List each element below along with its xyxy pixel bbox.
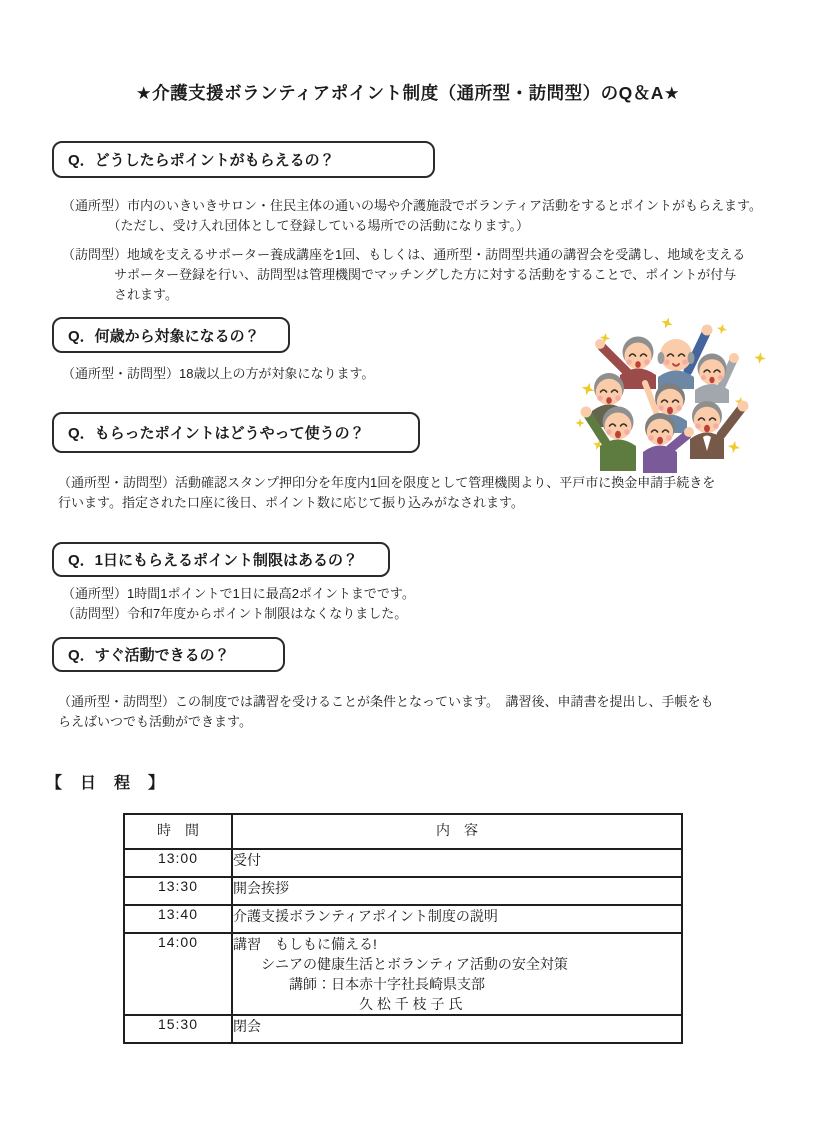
- schedule-table: [123, 813, 683, 1044]
- schedule-time: 13:40: [124, 905, 232, 933]
- schedule-content-line: 介護支援ボランティアポイント制度の説明: [233, 908, 498, 924]
- question-2-text: Q．何歳から対象になるの？: [68, 327, 260, 345]
- schedule-header-content: 内 容: [232, 814, 682, 849]
- question-4-text: Q．1日にもらえるポイント制限はあるの？: [68, 552, 359, 569]
- schedule-content-line: 講習 もしもに備える!: [233, 936, 377, 952]
- answer-line: （訪問型）地域を支えるサポーター養成講座を1回、もしくは、通所型・訪問型共通の講習会を受講し、地域を支える: [62, 247, 746, 262]
- schedule-header-time: 時 間: [124, 814, 232, 849]
- question-box-3: [52, 412, 420, 453]
- answer-line: されます。: [62, 287, 178, 302]
- schedule-content: [232, 933, 682, 1015]
- answer-line: （通所型）市内のいきいきサロン・住民主体の通いの場や介護施設でボランティア活動をするとポイントがもらえます。: [62, 198, 762, 213]
- schedule-content-line: 閉会: [233, 1018, 261, 1034]
- answer-4: [62, 584, 415, 624]
- answer-line: 行います。指定された口座に後日、ポイント数に応じて振り込みがなされます。: [58, 495, 524, 510]
- schedule-content: [232, 849, 682, 877]
- schedule-time: 15:30: [124, 1015, 232, 1043]
- question-box-2: [52, 317, 290, 353]
- schedule-content-line: シニアの健康生活とボランティア活動の安全対策: [233, 956, 568, 972]
- schedule-row: [124, 905, 682, 933]
- question-box-5: [52, 637, 285, 672]
- answer-line: （通所型・訪問型）この制度では講習を受けることが条件となっています。 講習後、申請書を提出し、手帳をも: [58, 694, 714, 709]
- answer-line: らえばいつでも活動ができます。: [58, 714, 252, 729]
- schedule-time: 13:30: [124, 877, 232, 905]
- answer-line: （通所型）1時間1ポイントで1日に最高2ポイントまでです。: [62, 586, 415, 601]
- schedule-section-label: 【 日 程 】: [46, 775, 166, 792]
- question-1-text: Q．どうしたらポイントがもらえるの？: [68, 152, 335, 169]
- answer-line: サポーター登録を行い、訪問型は管理機関でマッチングした方に対する活動をすることで、ポイントが付与: [62, 267, 737, 282]
- answer-line: （通所型・訪問型）活動確認スタンプ押印分を年度内1回を限度として管理機関より、平戸市に換金申請手続きを: [58, 475, 716, 490]
- schedule-table-body: [124, 849, 682, 1043]
- schedule-row: [124, 1015, 682, 1043]
- answer-line: （ただし、受け入れ団体として登録している場所での活動になります。）: [62, 218, 529, 233]
- answer-line: （訪問型）令和7年度からポイント制限はなくなりました。: [62, 606, 408, 621]
- schedule-content-line: 開会挨拶: [233, 880, 289, 896]
- page-title: ★介護支援ボランティアポイント制度（通所型・訪問型）のQ＆A★: [135, 83, 681, 103]
- schedule-time: 13:00: [124, 849, 232, 877]
- answer-5: [58, 692, 713, 732]
- schedule-content: [232, 905, 682, 933]
- schedule-time: 14:00: [124, 933, 232, 1015]
- schedule-content-line: 受付: [233, 852, 261, 868]
- schedule-header-row: [124, 814, 682, 849]
- schedule-row: [124, 849, 682, 877]
- question-3-text: Q．もらったポイントはどうやって使うの？: [68, 425, 365, 442]
- question-5-text: Q．すぐ活動できるの？: [68, 647, 230, 664]
- schedule-content-line: 久 松 千 枝 子 氏: [233, 996, 463, 1012]
- cheering-seniors-illustration: [572, 303, 777, 473]
- answer-line: （通所型・訪問型）18歳以上の方が対象になります。: [62, 366, 375, 381]
- schedule-content-line: 講師：日本赤十字社長崎県支部: [233, 976, 485, 992]
- schedule-content: [232, 877, 682, 905]
- question-box-4: [52, 542, 390, 577]
- schedule-content: [232, 1015, 682, 1043]
- answer-1: [62, 196, 762, 305]
- schedule-row: [124, 877, 682, 905]
- question-box-1: [52, 141, 435, 178]
- cheering-seniors-icon: [572, 303, 777, 473]
- schedule-row: [124, 933, 682, 1015]
- answer-3: [58, 473, 715, 513]
- answer-2: [62, 364, 374, 384]
